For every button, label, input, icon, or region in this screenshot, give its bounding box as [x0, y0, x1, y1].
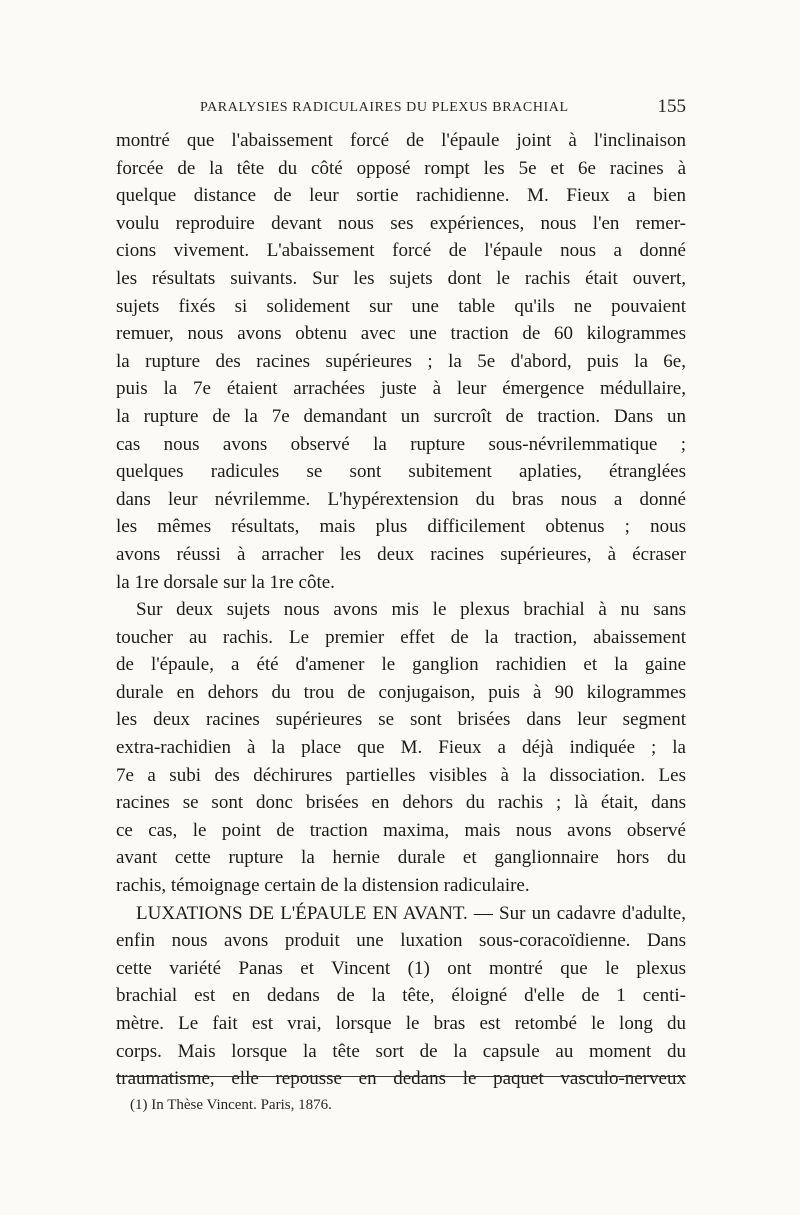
text-line: de l'épaule, a été d'amener le ganglion rachidien et la gaine [116, 654, 686, 676]
body-text [116, 127, 686, 1093]
text-line: la rupture des racines supérieures ; la 5e d'abord, puis la 6e, [116, 350, 686, 372]
text-line: Sur deux sujets nous avons mis le plexus brachial à nu sans [136, 599, 686, 621]
text-line: avons réussi à arracher les deux racines supérieures, à écraser [116, 543, 686, 565]
text-line: enfin nous avons produit une luxation sous-coracoïdienne. Dans [116, 930, 686, 952]
text-line: avant cette rupture la hernie durale et ganglionnaire hors du [116, 847, 686, 869]
text-line: forcée de la tête du côté opposé rompt les 5e et 6e racines à [116, 157, 686, 179]
text-line: dans leur névrilemme. L'hypérextension du bras nous a donné [116, 488, 686, 510]
text-line: montré que l'abaissement forcé de l'épaule joint à l'inclinaison [116, 130, 686, 151]
text-line: 7e a subi des déchirures partielles visibles à la dissociation. Les [116, 764, 686, 786]
text-line: extra-rachidien à la place que M. Fieux a déjà indiquée ; la [116, 737, 686, 759]
text-line: mètre. Le fait est vrai, lorsque le bras est retombé le long du [116, 1013, 686, 1034]
section-heading-line: LUXATIONS DE L'ÉPAULE EN AVANT. — Sur un cadavre d'adulte, [136, 902, 686, 924]
text-line: remuer, nous avons obtenu avec une traction de 60 kilogrammes [116, 323, 686, 345]
text-line: durale en dehors du trou de conjugaison, puis à 90 kilogrammes [116, 681, 686, 703]
text-line: cas nous avons observé la rupture sous-névrilemmatique ; [116, 433, 686, 455]
text-line: puis la 7e étaient arrachées juste à leur émergence médullaire, [116, 378, 686, 400]
text-line: racines se sont donc brisées en dehors du rachis ; là était, dans [116, 792, 686, 814]
text-line: traumatisme, elle repousse en dedans le paquet vasculo-nerveux [116, 1068, 686, 1090]
text-line: quelques radicules se sont subitement aplaties, étranglées [116, 461, 686, 483]
text-line: voulu reproduire devant nous ses expériences, nous l'en remer- [116, 212, 686, 234]
text-line: rachis, témoignage certain de la distension radiculaire. [116, 875, 530, 897]
text-line: brachial est en dedans de la tête, éloigné d'elle de 1 centi- [116, 985, 686, 1007]
footnote: (1) In Thèse Vincent. Paris, 1876. [130, 1097, 332, 1113]
text-line: les mêmes résultats, mais plus difficilement obtenus ; nous [116, 516, 686, 538]
text-line: les résultats suivants. Sur les sujets dont le rachis était ouvert, [116, 267, 686, 289]
text-line: sujets fixés si solidement sur une table qu'ils ne pouvaient [116, 295, 686, 317]
text-line: ce cas, le point de traction maxima, mais nous avons observé [116, 819, 686, 841]
running-header [112, 98, 686, 124]
text-line: cions vivement. L'abaissement forcé de l'épaule nous a donné [116, 240, 686, 262]
text-line: la 1re dorsale sur la 1re côte. [116, 571, 335, 593]
text-line: cette variété Panas et Vincent (1) ont montré que le plexus [116, 957, 686, 979]
running-title: PARALYSIES RADICULAIRES DU PLEXUS BRACHIAL [200, 100, 569, 115]
text-line: toucher au rachis. Le premier effet de la traction, abaissement [116, 626, 686, 648]
footnote-divider [116, 1076, 686, 1077]
text-line: corps. Mais lorsque la tête sort de la capsule au moment du [116, 1040, 686, 1062]
text-line: les deux racines supérieures se sont brisées dans leur segment [116, 709, 686, 731]
text-line: la rupture de la 7e demandant un surcroît de traction. Dans un [116, 405, 686, 427]
page-number: 155 [657, 96, 686, 117]
text-line: quelque distance de leur sortie rachidienne. M. Fieux a bien [116, 185, 686, 207]
